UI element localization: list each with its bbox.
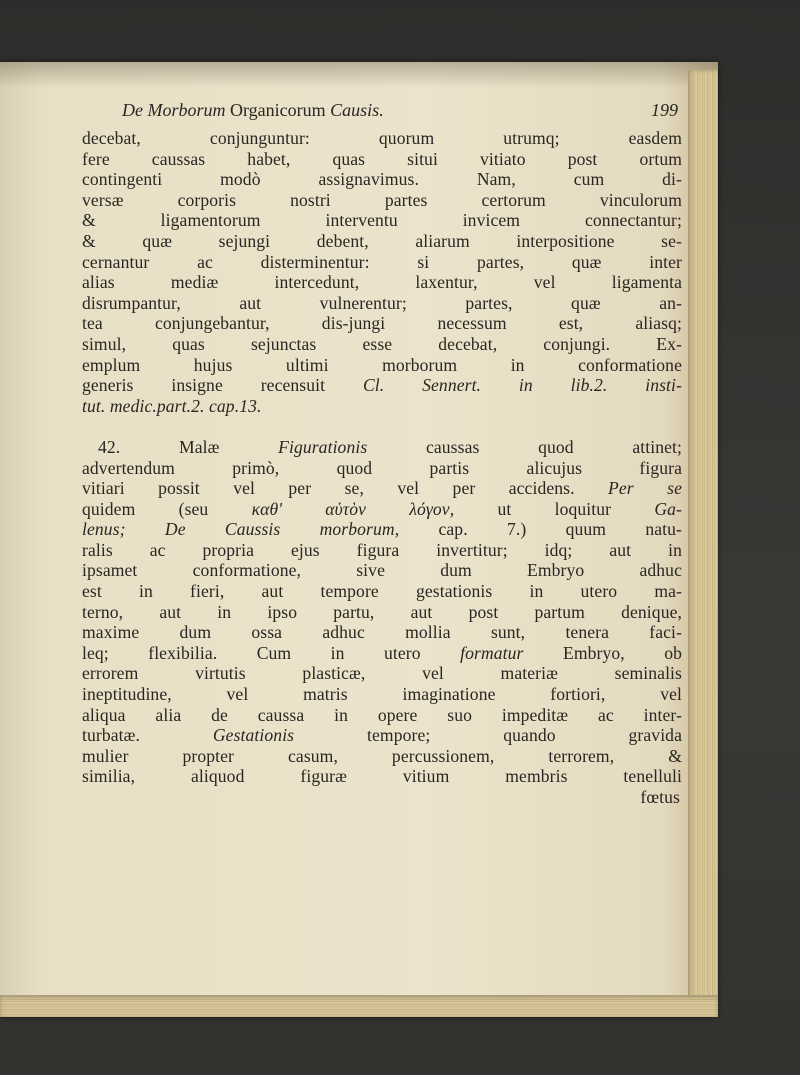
citation: De Caussis morborum,	[164, 519, 400, 540]
title-word-causis: Causis.	[330, 100, 384, 120]
text-line: similia, aliquod figuræ vitium membris tenelluli	[82, 766, 682, 787]
text-span: tempore; quando gravida	[367, 725, 682, 746]
text-span: generis insigne recensuit	[82, 375, 326, 396]
greek-text: καθ' αὑτὸν λόγον,	[251, 498, 455, 519]
text-line	[82, 725, 682, 746]
text-line: disrumpantur, aut vulnerentur; partes, quæ an-	[82, 292, 682, 313]
text-line	[82, 643, 682, 664]
text-line: & ligamentorum interventu invicem connectantur;	[82, 210, 682, 231]
text-span: Embryo, ob	[562, 642, 683, 663]
text-span: quidem (seu	[82, 498, 209, 519]
citation: Cl. Sennert. in lib.2. insti-	[362, 375, 682, 396]
text-line: terno, aut in ipso partu, aut post partum denique,	[82, 601, 682, 622]
section-number: 42. Malæ	[98, 436, 220, 457]
text-line	[82, 478, 682, 499]
page-number: 199	[651, 100, 678, 120]
term: Per se	[608, 478, 683, 499]
text-line: errorem virtutis plasticæ, vel materiæ seminalis	[82, 663, 682, 684]
text-line: mulier propter casum, percussionem, terrorem, &	[82, 745, 682, 766]
title-word-de: De	[122, 100, 143, 120]
term: formatur	[460, 642, 524, 663]
text-line	[82, 499, 682, 520]
title-word-morborum: Morborum	[147, 100, 226, 120]
text-line: tea conjungebantur, dis-jungi necessum est, aliasq;	[82, 313, 682, 334]
text-span: quum natu-	[565, 519, 683, 540]
catchword: fœtus	[640, 787, 680, 807]
text-line: fere caussas habet, quas situi vitiato post ortum	[82, 148, 682, 169]
text-line: advertendum primò, quod partis alicujus figura	[82, 457, 682, 478]
text-line: ineptitudine, vel matris imaginatione fortiori, vel	[82, 684, 682, 705]
page-edge-right	[688, 70, 718, 1010]
text-line: maxime dum ossa adhuc mollia sunt, tenera faci-	[82, 622, 682, 643]
term: Figurationis	[278, 436, 368, 457]
page-top-shadow	[0, 62, 718, 88]
text-span: vitiari possit vel per se, vel per accidens.	[82, 478, 575, 499]
text-line: aliqua alia de caussa in opere suo impeditæ ac inter-	[82, 704, 682, 725]
text-line: & quæ sejungi debent, aliarum interpositione se-	[82, 230, 682, 251]
text-line	[82, 519, 682, 540]
text-span: caussas quod attinet;	[425, 436, 682, 457]
text-line	[82, 396, 682, 417]
text-line: decebat, conjunguntur: quorum utrumq; easdem	[82, 128, 682, 148]
text-line	[82, 375, 682, 396]
citation: tut. medic.part.2. cap.13.	[82, 395, 262, 416]
text-span: leq; flexibilia. Cum in utero	[82, 642, 421, 663]
page-edge-bottom	[0, 995, 718, 1017]
text-line: ipsamet conformatione, sive dum Embryo adhuc	[82, 560, 682, 581]
body-text	[82, 128, 682, 808]
text-span: ut loquitur	[497, 498, 612, 519]
text-line: simul, quas sejunctas esse decebat, conjungi. Ex-	[82, 333, 682, 354]
text-line: alias mediæ intercedunt, laxentur, vel ligamenta	[82, 272, 682, 293]
term: Gestationis	[212, 725, 295, 746]
paragraph-gap	[82, 416, 682, 437]
author-name: lenus;	[82, 519, 126, 540]
text-line: cernantur ac disterminentur: si partes, quæ inter	[82, 251, 682, 272]
running-head	[82, 100, 682, 124]
text-line	[82, 437, 682, 458]
running-title	[122, 100, 384, 121]
text-span: turbatæ.	[82, 725, 140, 746]
text-line: ralis ac propria ejus figura invertitur; idq; aut in	[82, 539, 682, 560]
text-line: est in fieri, aut tempore gestationis in utero ma-	[82, 581, 682, 602]
text-line: versæ corporis nostri partes certorum vinculorum	[82, 189, 682, 210]
text-span: cap. 7.)	[438, 519, 527, 540]
text-line: emplum hujus ultimi morborum in conformatione	[82, 354, 682, 375]
text-line: contingenti modò assignavimus. Nam, cum di-	[82, 169, 682, 190]
title-word-organicorum: Organicorum	[230, 100, 326, 120]
author-name: Ga-	[654, 498, 683, 519]
